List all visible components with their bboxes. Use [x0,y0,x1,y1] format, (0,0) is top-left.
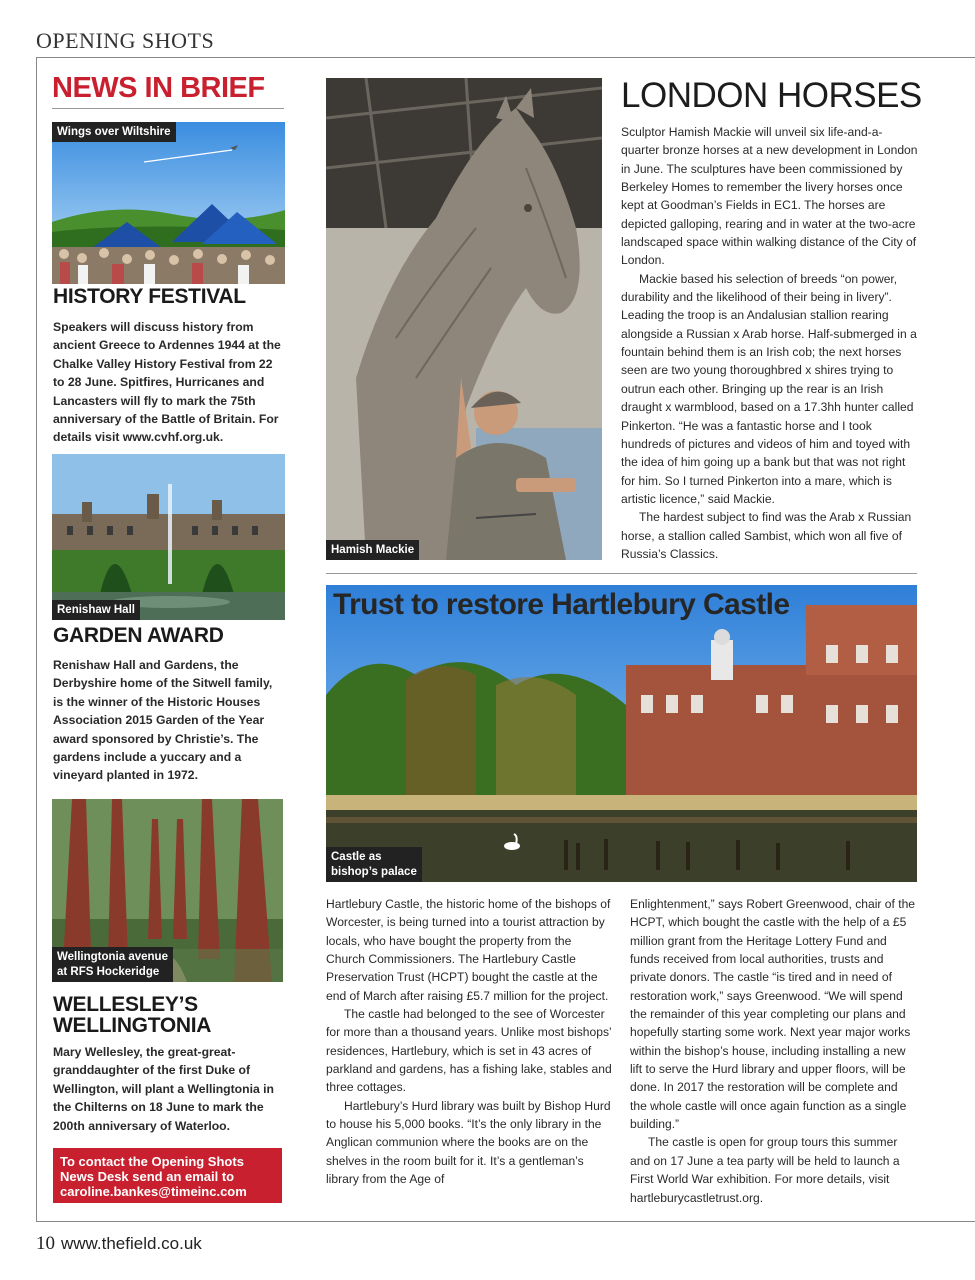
garden-award-headline: GARDEN AWARD [53,624,224,647]
hartlebury-column-2 [630,895,916,1207]
page-folio [36,1233,202,1255]
wellingtonia-avenue-photo [52,799,283,982]
garden-award-body: Renishaw Hall and Gardens, the Derbyshire home of the Sitwell family, is the winner of the Historic Houses Association 2015 Garden of the Year award sponsored by Christie’s. The gardens include a yuccary and a vineyard planted in 1972. [53,658,273,783]
news-in-brief-title: NEWS IN BRIEF [52,72,265,104]
london-horses-paragraph: Sculptor Hamish Mackie will unveil six life-and-a-quarter bronze horses at a new development in London in June. The sculptures have been commissioned by Berkeley Homes to remember the livery horses once kept at Goodman’s Fields in EC1. The horses are depicted galloping, rearing and in water at the two-acre landscaped space within walking distance of the City of London. [621,125,918,268]
hamish-mackie-photo [326,78,602,560]
london-horses-title: LONDON HORSES [621,76,922,115]
history-festival-headline: HISTORY FESTIVAL [53,285,246,308]
wellingtonia-headline-line2: WELLINGTONIA [53,1014,212,1038]
website-url[interactable]: www.thefield.co.uk [61,1234,202,1253]
contact-line2: News Desk send an email to [60,1169,235,1184]
hartlebury-column-1 [326,895,612,1189]
history-festival-body: Speakers will discuss history from ancient Greece to Ardennes 1944 at the Chalke Valley History Festival from 22 to 28 June. Spitfires, Hurricanes and Lancasters will fly to mark the 75th anniversary of the Battle of Britain. For details visit www.cvhf.org.uk. [53,320,281,445]
contact-box [53,1148,282,1203]
frame-top-rule [36,57,975,58]
wellingtonia-headline-line1: WELLESLEY’S [53,993,198,1016]
page-number: 10 [36,1233,55,1254]
hartlebury-caption-line1: Castle as [331,851,382,864]
contact-line1: To contact the Opening Shots [60,1154,244,1169]
contact-email[interactable]: caroline.bankes@timeinc.com [60,1184,247,1199]
news-in-brief-rule [52,108,284,109]
hartlebury-title: Trust to restore Hartlebury Castle [333,588,790,621]
london-horses-paragraph: Mackie based his selection of breeds “on power, durability and the likelihood of their being in livery”. Leading the troop is an Andalusian stallion rearing alongside a Russian x Arab horse. Half-submerged in a fountain behind them is an Irish cob; the next horses seen are two young thoroughbred x shires trying to outrun each other. Bringing up the rear is an Irish draught x warmblood, based on a 17.3hh hunter called Pinkerton. “He was a fantastic horse and I took hundreds of pictures and videos of him and toyed with the idea of him going up a bank but that was not right for him. So I turned Pinkerton into a mare, which is artistic licence,” said Mackie. [621,271,917,506]
london-horses-paragraph: The hardest subject to find was the Arab x Russian horse, a stallion called Sambist, which won all five of Russia’s Classics. [621,510,912,561]
frame-left-rule [36,57,37,1222]
hartlebury-castle-photo [326,585,917,882]
wellingtonia-caption-line2: at RFS Hockeridge [57,965,160,978]
hartlebury-paragraph: The castle is open for group tours this summer and on 17 June a tea party will be held to launch a First World War exhibition. For more details, visit hartleburycastletrust.org. [630,1135,900,1205]
london-horses-body [621,123,919,563]
renishaw-hall-photo [52,454,285,620]
hartlebury-caption-line2: bishop’s palace [331,865,417,878]
frame-bottom-rule [36,1221,975,1222]
wellingtonia-caption-line1: Wellingtonia avenue [57,951,168,964]
hartlebury-photo-caption [326,847,422,882]
section-divider [326,573,917,574]
hartlebury-paragraph: Enlightenment,” says Robert Greenwood, chair of the HCPT, which bought the castle with the help of a £5 million grant from the Heritage Lottery Fund and funds received from local authorities, trusts and private donors. The castle “is tired and in need of restoration work,” says Greenwood. “We will spend the remainder of this year completing our plans and hopefully starting some work. Next year major works within the bishop’s house, including installing a new lift to serve the Hurd library and upper floors, will be done. In 2017 the restoration will be complete and the whole castle will once again function as a single building.” [630,897,916,1132]
history-festival-photo [52,122,285,284]
hamish-mackie-photo-caption: Hamish Mackie [326,540,419,560]
hartlebury-paragraph: The castle had belonged to the see of Worcester for more than a thousand years. Unlike most bishops’ residences, Hartlebury, which is set in 43 acres of parkland and gardens, has a fishing lake, stables and three cottages. [326,1007,612,1095]
wellingtonia-body: Mary Wellesley, the great-great-granddaughter of the first Duke of Wellington, will plant a Wellingtonia in the Chilterns on 18 June to mark the 200th anniversary of Waterloo. [53,1045,274,1133]
section-label: OPENING SHOTS [36,28,215,53]
wellingtonia-headline [53,994,211,1037]
hartlebury-paragraph: Hartlebury’s Hurd library was built by Bishop Hurd to house his 5,000 books. “It’s the only library in the Anglican communion where the books are on the shelves in the room built for it. It’s a gentleman’s library from the Age of [326,1098,611,1187]
renishaw-hall-photo-caption: Renishaw Hall [52,600,140,620]
wellingtonia-photo-caption [52,947,173,982]
hartlebury-paragraph: Hartlebury Castle, the historic home of the bishops of Worcester, is being turned into a tourist attraction by locals, who have bought the property from the Church Commissioners. The Hartlebury Castle Preservation Trust (HCPT) bought the castle at the end of March after raising £5.7 million for the project. [326,897,611,1003]
history-festival-photo-caption: Wings over Wiltshire [52,122,176,142]
